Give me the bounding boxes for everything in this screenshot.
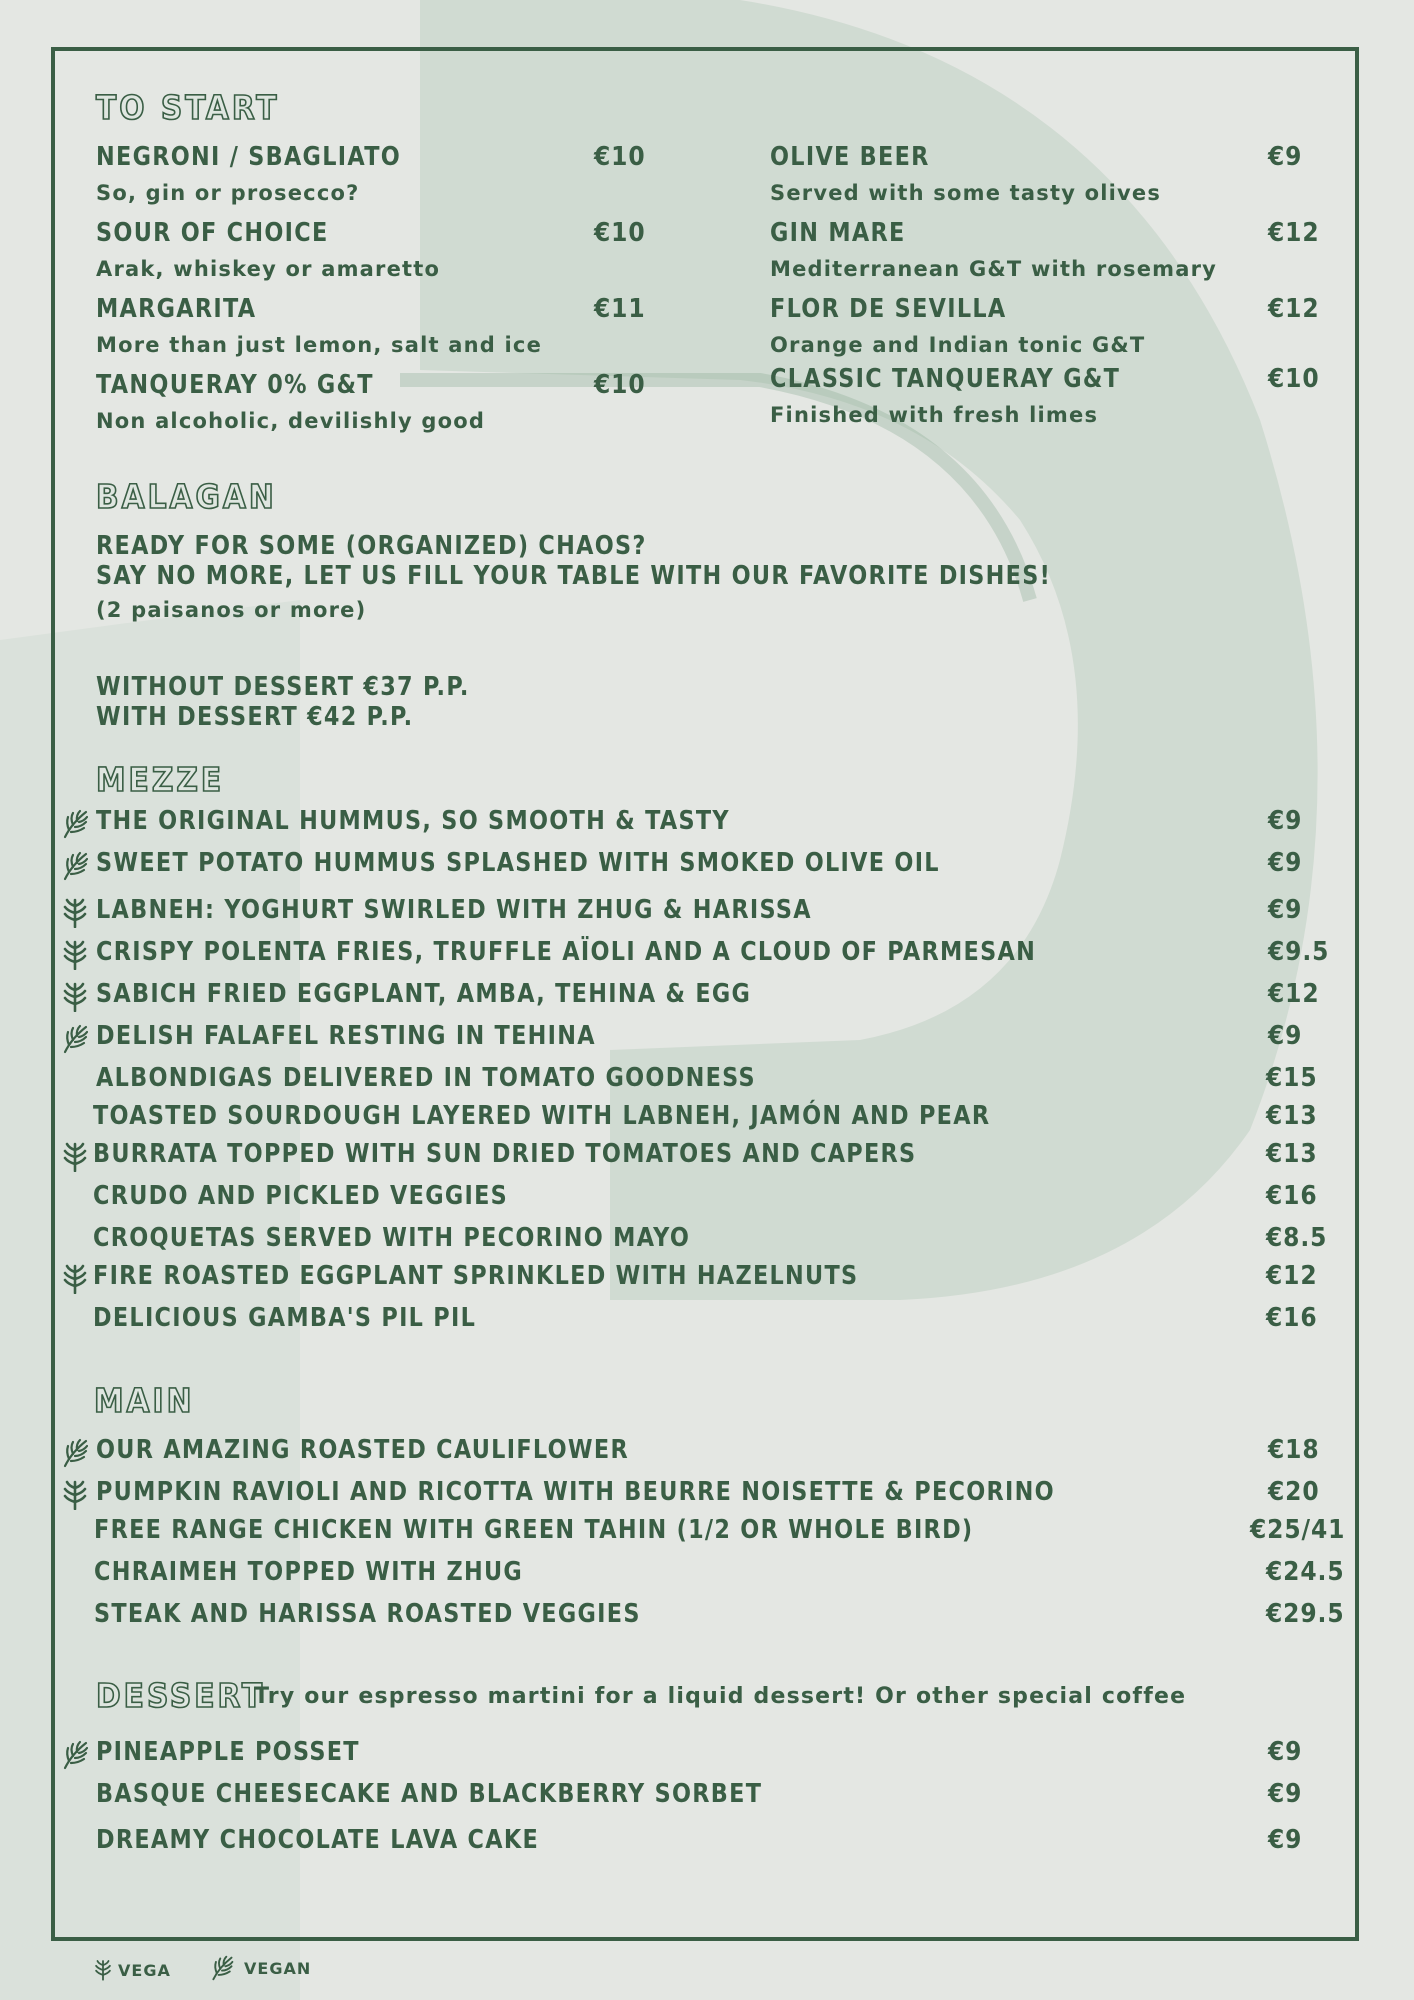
balagan-note: (2 paisanos or more) [96, 598, 367, 622]
vega-sprig-icon [62, 1142, 88, 1172]
vegan-leaf-icon [210, 1955, 234, 1981]
drink-name: TANQUERAY 0% G&T [96, 370, 374, 400]
vegan-leaf-icon [62, 1024, 88, 1054]
dish-price: €9 [1268, 1825, 1303, 1855]
dish-name: BASQUE CHEESECAKE AND BLACKBERRY SORBET [96, 1779, 763, 1809]
dish-name: SABICH FRIED EGGPLANT, AMBA, TEHINA & EGG [96, 979, 752, 1009]
dish-price: €8.5 [1266, 1223, 1328, 1253]
drink-name: CLASSIC TANQUERAY G&T [770, 364, 1121, 394]
vegan-leaf-icon [62, 1438, 88, 1468]
drink-description: Served with some tasty olives [770, 181, 1162, 205]
vega-sprig-icon [62, 940, 88, 970]
dish-name: PUMPKIN RAVIOLI AND RICOTTA WITH BEURRE NOISETTE & PECORINO [96, 1477, 1055, 1507]
legend-vega-label: VEGA [118, 1961, 171, 1980]
drink-description: Arak, whiskey or amaretto [96, 257, 441, 281]
drink-price: €11 [594, 294, 646, 324]
section-title-dessert: DESSERT [96, 1676, 266, 1715]
vega-sprig-icon [62, 1480, 88, 1510]
dish-name: PINEAPPLE POSSET [96, 1737, 360, 1767]
drink-name: MARGARITA [96, 294, 257, 324]
dish-price: €13 [1266, 1139, 1318, 1169]
dish-name: CROQUETAS SERVED WITH PECORINO MAYO [93, 1223, 691, 1253]
drink-name: FLOR DE SEVILLA [770, 294, 1007, 324]
drink-description: Finished with fresh limes [770, 403, 1099, 427]
dish-name: ALBONDIGAS DELIVERED IN TOMATO GOODNESS [96, 1063, 756, 1093]
balagan-price-with-dessert: WITH DESSERT €42 P.P. [96, 702, 414, 732]
dish-price: €12 [1268, 979, 1320, 1009]
dish-name: OUR AMAZING ROASTED CAULIFLOWER [96, 1435, 629, 1465]
dish-price: €9 [1268, 806, 1303, 836]
drink-description: More than just lemon, salt and ice [96, 333, 543, 357]
dish-name: CRISPY POLENTA FRIES, TRUFFLE AÏOLI AND A CLOUD OF PARMESAN [96, 937, 1037, 967]
dish-price: €9.5 [1268, 937, 1330, 967]
legend-vegan-label: VEGAN [244, 1959, 312, 1978]
dish-name: FREE RANGE CHICKEN WITH GREEN TAHIN (1/2 OR WHOLE BIRD) [94, 1515, 974, 1545]
vega-sprig-icon [62, 982, 88, 1012]
drink-description: Non alcoholic, devilishly good [96, 409, 486, 433]
dish-price: €9 [1268, 1779, 1303, 1809]
dish-name: DELICIOUS GAMBA'S PIL PIL [93, 1303, 477, 1333]
dish-price: €20 [1268, 1477, 1320, 1507]
vegan-leaf-icon [62, 809, 88, 839]
drink-price: €12 [1268, 218, 1320, 248]
dish-price: €25/41 [1250, 1515, 1346, 1545]
balagan-intro-line: READY FOR SOME (ORGANIZED) CHAOS? [96, 531, 647, 561]
section-title-balagan: BALAGAN [96, 477, 277, 516]
vega-sprig-icon [94, 1957, 112, 1983]
drink-price: €9 [1268, 142, 1303, 172]
dish-name: DREAMY CHOCOLATE LAVA CAKE [96, 1825, 540, 1855]
dish-name: FIRE ROASTED EGGPLANT SPRINKLED WITH HAZELNUTS [93, 1261, 859, 1291]
section-title-mezze: MEZZE [96, 760, 225, 799]
dish-name: CRUDO AND PICKLED VEGGIES [93, 1181, 509, 1211]
dish-name: THE ORIGINAL HUMMUS, SO SMOOTH & TASTY [96, 806, 730, 836]
drink-name: NEGRONI / SBAGLIATO [96, 142, 402, 172]
drink-name: SOUR OF CHOICE [96, 218, 329, 248]
dish-price: €9 [1268, 1737, 1303, 1767]
drink-price: €12 [1268, 294, 1320, 324]
dish-name: STEAK AND HARISSA ROASTED VEGGIES [94, 1599, 641, 1629]
vega-sprig-icon [62, 1264, 88, 1294]
dish-price: €29.5 [1266, 1599, 1345, 1629]
dish-price: €16 [1266, 1303, 1318, 1333]
drink-price: €10 [594, 218, 646, 248]
dish-name: CHRAIMEH TOPPED WITH ZHUG [94, 1557, 524, 1587]
dish-price: €24.5 [1266, 1557, 1345, 1587]
balagan-intro-line: SAY NO MORE, LET US FILL YOUR TABLE WITH OUR FAVORITE DISHES! [96, 561, 1052, 591]
drink-description: So, gin or prosecco? [96, 181, 360, 205]
drink-description: Orange and Indian tonic G&T [770, 333, 1146, 357]
drink-name: GIN MARE [770, 218, 906, 248]
dish-price: €15 [1266, 1063, 1318, 1093]
vega-sprig-icon [62, 898, 88, 928]
dish-name: BURRATA TOPPED WITH SUN DRIED TOMATOES AND CAPERS [93, 1139, 917, 1169]
dish-price: €9 [1268, 895, 1303, 925]
vegan-leaf-icon [62, 851, 88, 881]
dish-price: €18 [1268, 1435, 1320, 1465]
drink-description: Mediterranean G&T with rosemary [770, 257, 1218, 281]
drink-price: €10 [594, 370, 646, 400]
drink-price: €10 [594, 142, 646, 172]
dish-price: €9 [1268, 848, 1303, 878]
dish-name: DELISH FALAFEL RESTING IN TEHINA [96, 1021, 596, 1051]
drink-name: OLIVE BEER [770, 142, 930, 172]
balagan-price-without-dessert: WITHOUT DESSERT €37 P.P. [96, 672, 470, 702]
dessert-note: Try our espresso martini for a liquid dessert! Or other special coffee [254, 1684, 1187, 1709]
dish-name: TOASTED SOURDOUGH LAYERED WITH LABNEH, JAMÓN AND PEAR [93, 1101, 991, 1131]
vegan-leaf-icon [62, 1740, 88, 1770]
section-title-main: MAIN [94, 1381, 195, 1420]
drink-price: €10 [1268, 364, 1320, 394]
section-title-to-start: TO START [96, 88, 280, 127]
dish-name: LABNEH: YOGHURT SWIRLED WITH ZHUG & HARISSA [96, 895, 812, 925]
dish-price: €12 [1266, 1261, 1318, 1291]
dish-name: SWEET POTATO HUMMUS SPLASHED WITH SMOKED OLIVE OIL [96, 848, 940, 878]
dish-price: €13 [1266, 1101, 1318, 1131]
dish-price: €9 [1268, 1021, 1303, 1051]
dish-price: €16 [1266, 1181, 1318, 1211]
